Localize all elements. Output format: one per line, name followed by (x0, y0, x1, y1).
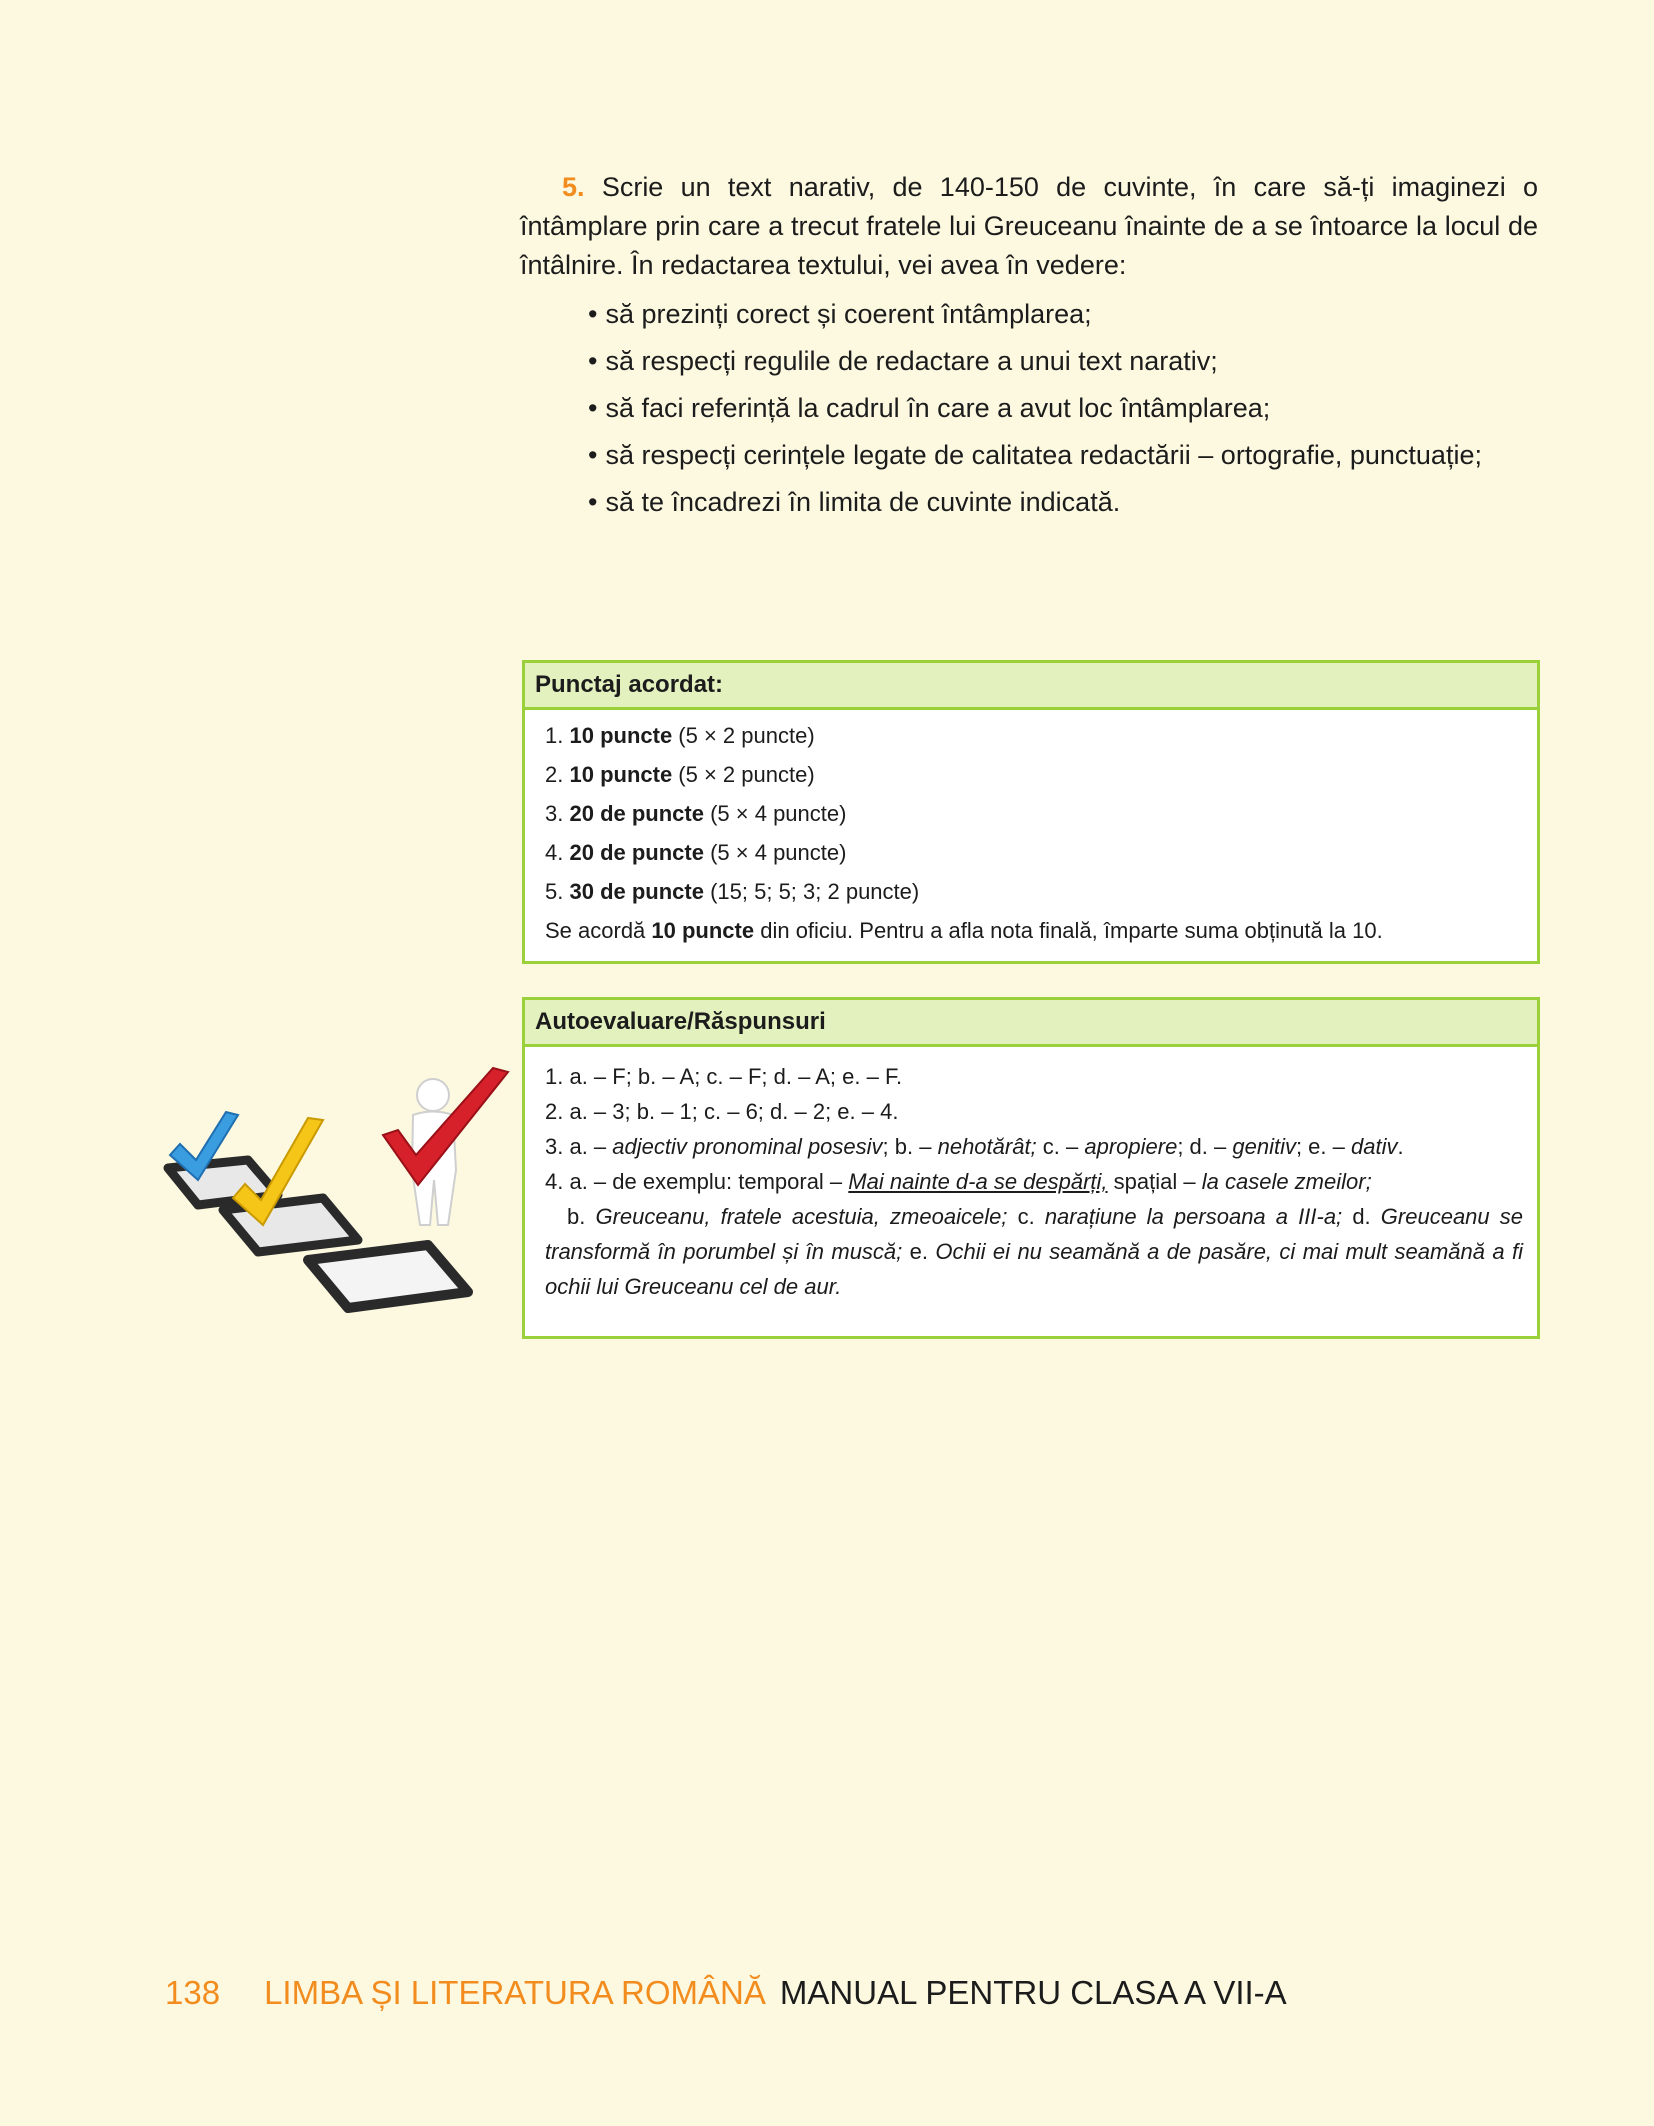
answer-italic: Ochii ei nu seamănă a de pasăre, ci mai mult seamănă a fi ochii lui Greuceanu cel de aur. (545, 1239, 1523, 1299)
class-title: MANUAL PENTRU CLASA A VII-A (779, 1974, 1287, 2011)
row-number: 2. (545, 762, 564, 787)
answer-text: ; b. – (882, 1134, 938, 1159)
answer-text: d. (1342, 1204, 1381, 1229)
note-text: din oficiu. Pentru a afla nota finală, împarte suma obținută la 10. (754, 918, 1383, 943)
requirement-item: • să prezinți corect și coerent întâmplarea; (588, 291, 1538, 338)
row-number: 3. (545, 801, 564, 826)
answer-italic: adjectiv pronominal posesiv (612, 1134, 883, 1159)
answer-text: e. (902, 1239, 936, 1264)
scoring-body (525, 710, 1537, 964)
points-bold: 10 puncte (569, 762, 673, 787)
scoring-title: Punctaj acordat: (525, 663, 1537, 710)
checklist-with-figure-icon (148, 1060, 528, 1320)
answer-italic: nehotărât; (937, 1134, 1037, 1159)
row-number: 5. (545, 879, 564, 904)
page-number: 138 (165, 1974, 221, 2011)
scoring-note (545, 911, 1523, 950)
points-bold: 20 de puncte (569, 840, 704, 865)
answers-body (525, 1047, 1537, 1318)
answer-text: . (1397, 1134, 1404, 1159)
scoring-row (545, 716, 1523, 755)
requirement-item: • să respecți regulile de redactare a unui text narativ; (588, 338, 1538, 385)
answer-text: spațial – (1107, 1169, 1202, 1194)
answer-italic: la casele zmeilor; (1201, 1169, 1372, 1194)
answer-text: ; d. – (1177, 1134, 1233, 1159)
requirement-item: • să te încadrezi în limita de cuvinte indicată. (588, 479, 1538, 526)
row-number: 4. (545, 840, 564, 865)
requirement-item: • să respecți cerințele legate de calitatea redactării – ortografie, punctuație; (588, 432, 1538, 479)
answer-italic: narațiune la persoana a III-a; (1044, 1204, 1343, 1229)
scoring-row (545, 755, 1523, 794)
scoring-row (545, 833, 1523, 872)
points-detail: (5 × 4 puncte) (703, 801, 847, 826)
exercise-prompt-text: Scrie un text narativ, de 140-150 de cuvinte, în care să-ți imaginezi o întâmplare prin care a trecut fratele lui Greuceanu înainte de a se întoarce la locul de întâlnire. În redactarea textului, vei avea în vedere: (520, 172, 1538, 280)
answer-1: 1. a. – F; b. – A; c. – F; d. – A; e. – F. (545, 1064, 903, 1089)
points-detail: (5 × 2 puncte) (672, 762, 815, 787)
points-detail: (5 × 4 puncte) (703, 840, 847, 865)
note-text: Se acordă (545, 918, 652, 943)
points-bold: 10 puncte (569, 723, 673, 748)
answer-italic: apropiere (1084, 1134, 1178, 1159)
scoring-row (545, 794, 1523, 833)
answer-text: ; e. – (1295, 1134, 1351, 1159)
row-number: 1. (545, 723, 564, 748)
scoring-box (522, 660, 1540, 964)
answer-text: 3. a. – (545, 1134, 613, 1159)
points-bold: 20 de puncte (569, 801, 704, 826)
answer-italic: Greuceanu, fratele acestuia, zmeoaicele; (595, 1204, 1008, 1229)
subject-title: LIMBA ȘI LITERATURA ROMÂNĂ (264, 1974, 766, 2011)
answer-text: c. (1007, 1204, 1045, 1229)
requirements-list (588, 291, 1538, 526)
answer-italic: genitiv (1232, 1134, 1296, 1159)
answer-italic: Mai nainte d-a se despărți, (848, 1169, 1108, 1194)
points-bold: 30 de puncte (569, 879, 704, 904)
points-detail: (15; 5; 5; 3; 2 puncte) (703, 879, 920, 904)
exercise-number: 5. (562, 172, 585, 202)
note-bold: 10 puncte (651, 918, 755, 943)
answer-text: b. (567, 1204, 596, 1229)
exercise-5 (520, 168, 1538, 526)
answer-3 (545, 1129, 1523, 1164)
answer-text: c. – (1036, 1134, 1085, 1159)
page-footer (165, 1973, 1287, 2013)
answer-4 (545, 1164, 1523, 1304)
answer-2: 2. a. – 3; b. – 1; c. – 6; d. – 2; e. – 4. (545, 1099, 899, 1124)
requirement-item: • să faci referință la cadrul în care a avut loc întâmplarea; (588, 385, 1538, 432)
answer-italic: Greuceanu se transformă în porumbel și în muscă; (545, 1204, 1524, 1264)
answers-title: Autoevaluare/Răspunsuri (525, 1000, 1537, 1047)
exercise-prompt (520, 168, 1538, 285)
scoring-row (545, 872, 1523, 911)
points-detail: (5 × 2 puncte) (672, 723, 815, 748)
answers-box (522, 997, 1540, 1339)
answer-italic: dativ (1351, 1134, 1398, 1159)
answer-text: 4. a. – de exemplu: temporal – (545, 1169, 849, 1194)
